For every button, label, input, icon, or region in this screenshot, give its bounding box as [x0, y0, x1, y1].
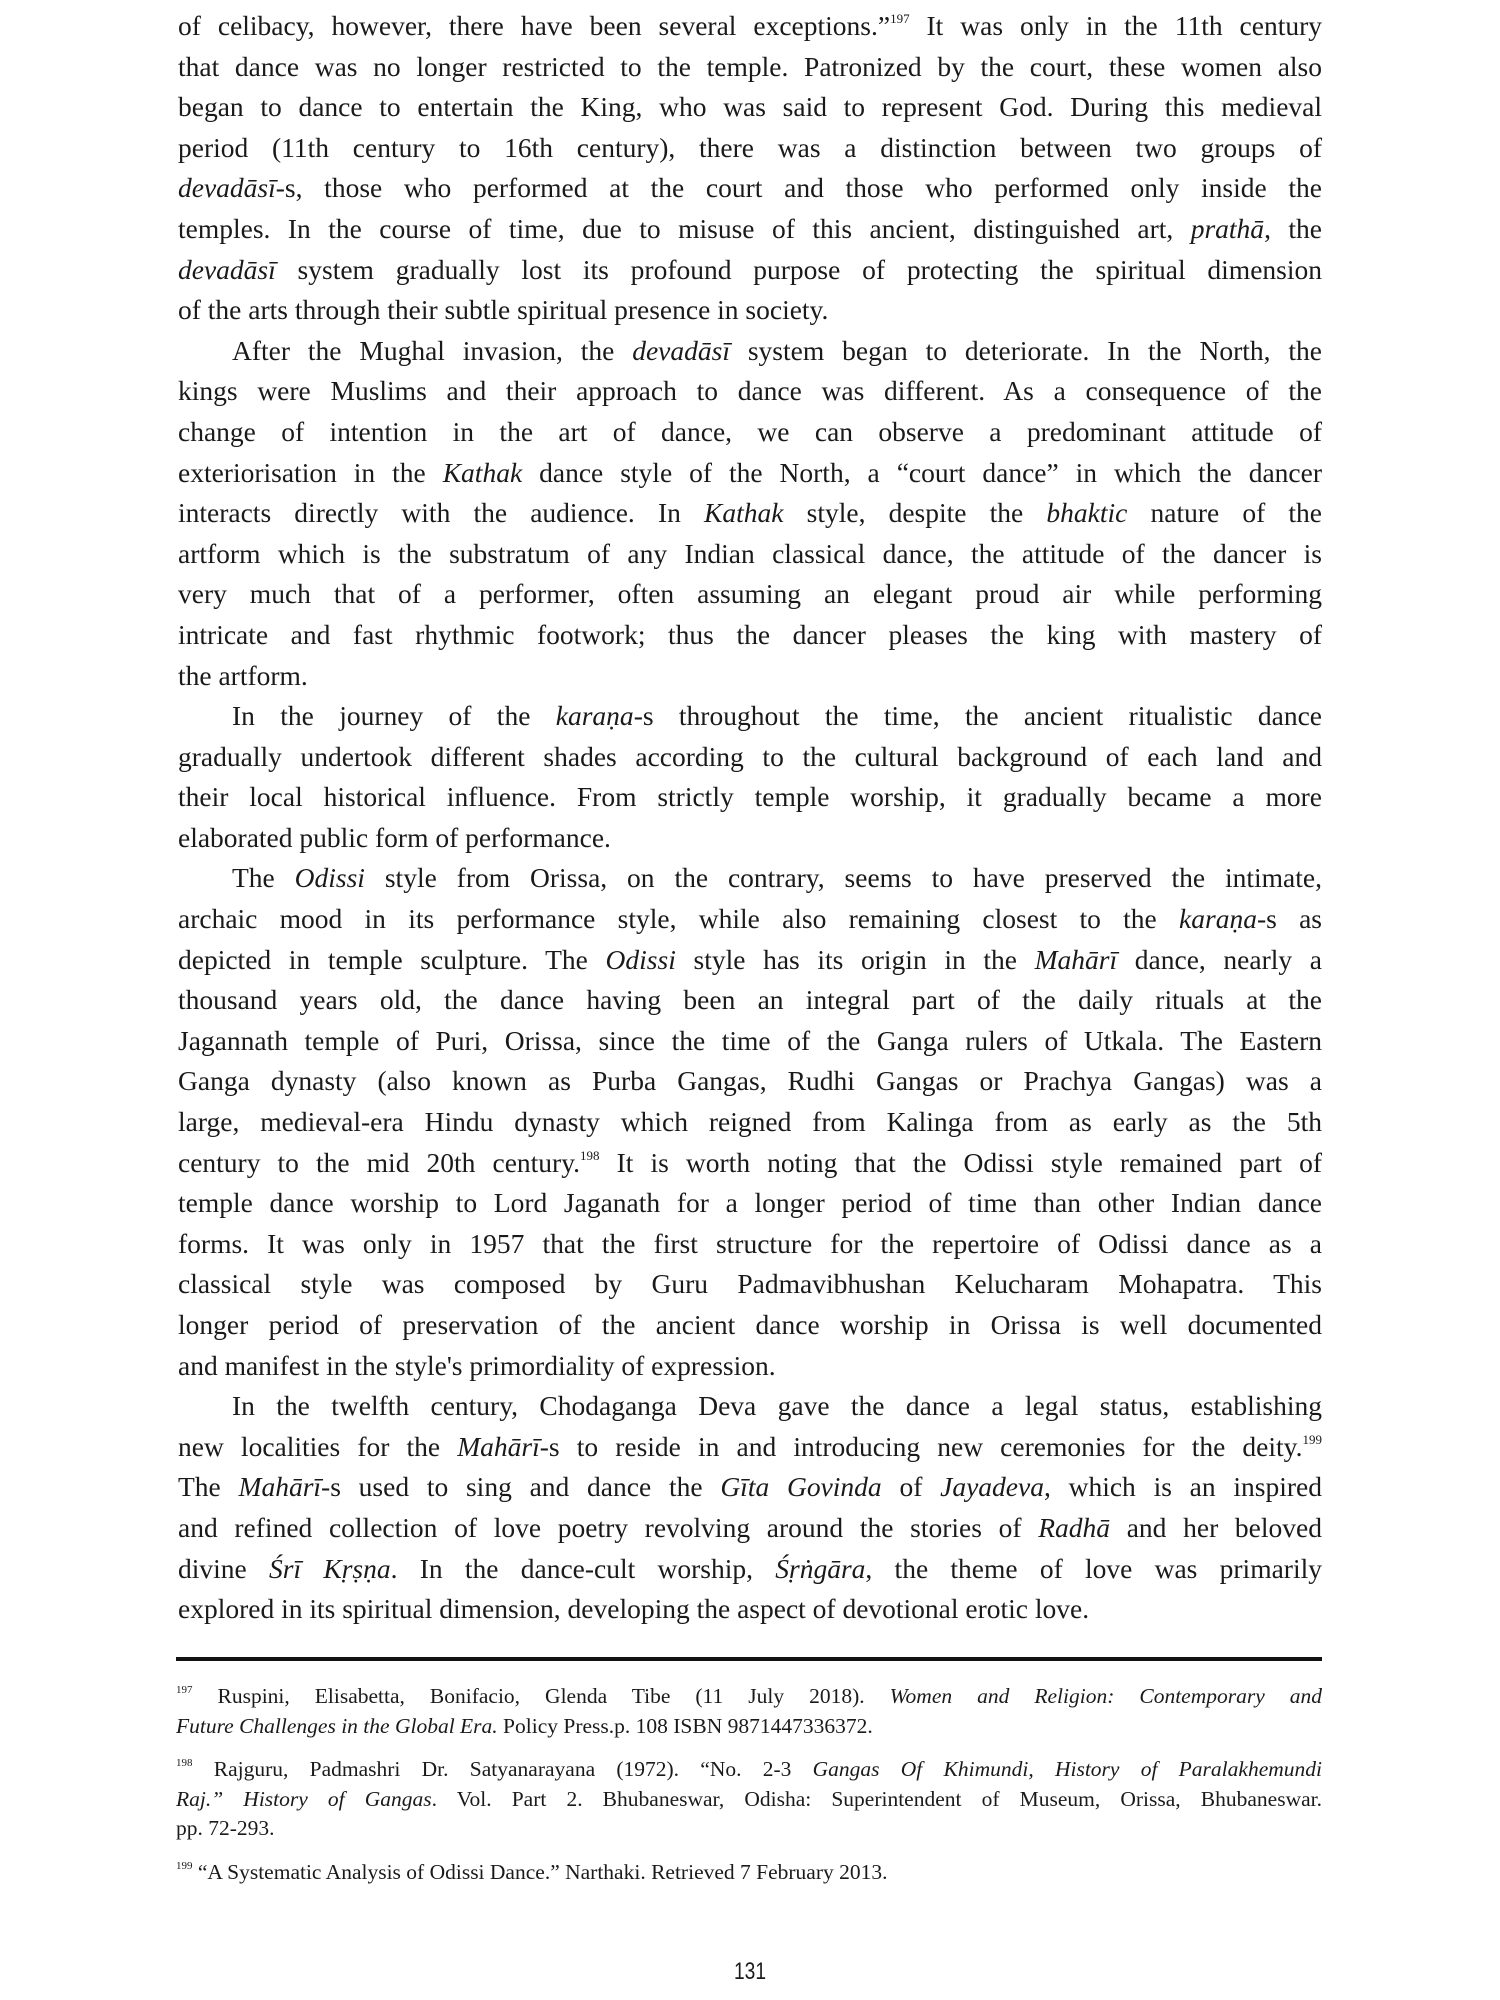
text-run: The	[232, 862, 295, 894]
italic-text: Future Challenges in the Global Era.	[176, 1713, 498, 1738]
paragraph	[178, 6, 1322, 331]
text-line	[178, 777, 1322, 818]
text-line	[178, 209, 1322, 250]
text-line	[178, 1224, 1322, 1265]
footnote-divider	[176, 1657, 1322, 1661]
text-line	[176, 1858, 1322, 1888]
text-line	[178, 1427, 1322, 1468]
text-line	[178, 128, 1322, 169]
text-line	[178, 453, 1322, 494]
text-run: -s to reside in and introducing new ceremonies for the deity.	[539, 1430, 1303, 1462]
text-run: . Vol. Part 2. Bhubaneswar, Odisha: Superintendent of Museum, Orissa, Bhubaneswar.	[431, 1786, 1322, 1811]
text-run: depicted in temple sculpture. The	[178, 943, 606, 975]
text-run: the artform.	[178, 659, 308, 691]
italic-text: devadāsī	[178, 172, 276, 204]
text-run: Ruspini, Elisabetta, Bonifacio, Glenda Tibe (11 July 2018).	[192, 1684, 890, 1708]
text-run: interacts directly with the audience. In	[178, 497, 705, 529]
text-run: explored in its spiritual dimension, developing the aspect of devotional erotic love.	[178, 1593, 1090, 1625]
italic-text: Kathak	[704, 497, 784, 529]
text-line	[178, 980, 1322, 1021]
text-line	[178, 858, 1322, 899]
text-line	[178, 574, 1322, 615]
italic-text: karaṇa	[555, 700, 634, 732]
text-run: longer period of preservation of the ancient dance worship in Orissa is well documented	[178, 1309, 1322, 1340]
text-run: temples. In the course of time, due to misuse of this ancient, distinguished art,	[178, 212, 1191, 244]
text-run: . In the dance-cult worship,	[390, 1552, 776, 1584]
footnotes	[176, 1682, 1322, 1901]
text-line	[178, 1143, 1322, 1184]
text-run: gradually undertook different shades according to the cultural background of each land and	[178, 740, 1322, 772]
text-run: that dance was no longer restricted to the temple. Patronized by the court, these women also	[178, 50, 1322, 82]
text-run: system began to deteriorate. In the North, the	[729, 334, 1323, 366]
text-line	[176, 1785, 1322, 1815]
text-line	[178, 737, 1322, 778]
text-line	[178, 534, 1322, 575]
italic-text: Jayadeva	[940, 1471, 1044, 1503]
text-line	[178, 1549, 1322, 1590]
text-line	[178, 1061, 1322, 1102]
footnote	[176, 1858, 1322, 1888]
text-line	[176, 1712, 1322, 1742]
text-run: nature of the	[1127, 497, 1323, 529]
text-line	[178, 331, 1322, 372]
footnote-reference: 198	[580, 1147, 600, 1163]
text-run: , the theme of love was primarily	[865, 1552, 1322, 1584]
text-line	[178, 1021, 1322, 1062]
italic-text: Gangas Of Khimundi, History of Paralakhemundi	[812, 1757, 1322, 1781]
text-run: Rajguru, Padmashri Dr. Satyanarayana (1972). “No. 2-3	[192, 1757, 813, 1781]
italic-text: Raj.” History of Gangas	[176, 1786, 432, 1811]
text-run: period (11th century to 16th century), there was a distinction between two groups of	[178, 131, 1322, 163]
footnote-reference: 199	[176, 1859, 193, 1872]
text-run: forms. It was only in 1957 that the first structure for the repertoire of Odissi dance as a	[178, 1227, 1322, 1259]
italic-text: bhaktic	[1046, 497, 1128, 529]
text-line	[178, 168, 1322, 209]
text-run: Policy Press.p. 108 ISBN 9871447336372.	[497, 1713, 873, 1738]
text-run: their local historical influence. From strictly temple worship, it gradually became a more	[178, 781, 1322, 813]
italic-text: devadāsī	[632, 334, 730, 366]
text-line	[178, 615, 1322, 656]
text-run: exteriorisation in the	[178, 456, 443, 488]
text-run: large, medieval-era Hindu dynasty which reigned from Kalinga from as early as the 5th	[178, 1106, 1322, 1138]
text-run: , the	[1264, 212, 1322, 244]
text-line	[178, 1508, 1322, 1549]
italic-text: prathā	[1190, 212, 1265, 244]
text-run: thousand years old, the dance having been an integral part of the daily rituals at the	[178, 984, 1322, 1016]
footnote	[176, 1682, 1322, 1741]
italic-text: Gīta Govinda	[720, 1471, 882, 1503]
text-run: and her beloved	[1110, 1511, 1322, 1543]
text-run: and refined collection of love poetry revolving around the stories of	[178, 1511, 1039, 1543]
text-run: style has its origin in the	[675, 943, 1035, 975]
footnote-reference: 197	[176, 1684, 193, 1696]
text-run: archaic mood in its performance style, while also remaining closest to the	[178, 903, 1180, 935]
text-line	[176, 1682, 1322, 1712]
text-run: Ganga dynasty (also known as Purba Gangas, Rudhi Gangas or Prachya Gangas) was a	[178, 1065, 1322, 1097]
text-run: kings were Muslims and their approach to dance was different. As a consequence of the	[178, 375, 1322, 407]
text-line	[178, 1183, 1322, 1224]
footnote-reference: 198	[176, 1757, 193, 1769]
italic-text: Mahārī	[238, 1471, 322, 1503]
text-run: divine	[178, 1552, 269, 1584]
text-run: new localities for the	[178, 1430, 458, 1462]
italic-text: devadāsī	[178, 253, 276, 285]
text-line	[178, 656, 1322, 697]
text-line	[178, 1264, 1322, 1305]
text-run: dance, nearly a	[1117, 943, 1322, 975]
text-run: Jagannath temple of Puri, Orissa, since the time of the Ganga rulers of Utkala. The Eastern	[178, 1024, 1322, 1056]
text-run: -s used to sing and dance the	[321, 1471, 721, 1503]
text-line	[178, 696, 1322, 737]
text-run: “A Systematic Analysis of Odissi Dance.” Narthaki. Retrieved 7 February 2013.	[192, 1859, 888, 1884]
text-line	[178, 818, 1322, 859]
body-text	[178, 6, 1322, 1630]
text-line	[178, 412, 1322, 453]
footnote-reference: 199	[1302, 1431, 1322, 1447]
text-run: century to the mid 20th century.	[178, 1146, 581, 1178]
text-line	[178, 1467, 1322, 1508]
text-run: -s throughout the time, the ancient ritualistic dance	[633, 700, 1323, 732]
text-run: In the journey of the	[232, 700, 556, 732]
italic-text: Odissi	[605, 943, 676, 975]
footnote	[176, 1755, 1322, 1844]
text-line	[178, 1305, 1322, 1346]
italic-text: Kathak	[442, 456, 523, 488]
text-run: , which is an inspired	[1043, 1471, 1322, 1503]
text-run: temple dance worship to Lord Jaganath for a longer period of time than other Indian dance	[178, 1187, 1322, 1219]
text-line	[178, 1346, 1322, 1387]
text-line	[178, 371, 1322, 412]
footnote-reference: 197	[890, 11, 910, 26]
text-run: classical style was composed by Guru Padmavibhushan Kelucharam Mohapatra. This	[178, 1268, 1322, 1300]
text-run: -s, those who performed at the court and those who performed only inside the	[275, 172, 1322, 204]
text-line	[178, 6, 1322, 47]
text-line	[178, 1102, 1322, 1143]
text-line	[178, 290, 1322, 331]
text-line	[178, 1589, 1322, 1630]
text-run: very much that of a performer, often assuming an elegant proud air while performing	[178, 578, 1322, 610]
text-line	[178, 940, 1322, 981]
text-run: -s as	[1256, 903, 1322, 935]
text-run: It was only in the 11th century	[909, 10, 1322, 41]
text-line	[178, 47, 1322, 88]
text-line	[176, 1755, 1322, 1785]
paragraph	[178, 858, 1322, 1386]
italic-text: Śrī Kṛṣṇa	[269, 1552, 391, 1584]
text-line	[178, 1386, 1322, 1427]
text-run: intricate and fast rhythmic footwork; thus the dancer pleases the king with mastery of	[178, 618, 1322, 650]
text-run: style, despite the	[783, 497, 1047, 529]
text-line	[178, 87, 1322, 128]
text-run: It is worth noting that the Odissi style remained part of	[599, 1146, 1322, 1178]
text-line	[178, 493, 1322, 534]
italic-text: Women and Religion: Contemporary and	[889, 1684, 1323, 1708]
italic-text: Śṛṅgāra	[775, 1552, 866, 1584]
italic-text: karaṇa	[1179, 903, 1257, 935]
text-run: dance style of the North, a “court dance” in which the dancer	[522, 456, 1322, 488]
text-run: system gradually lost its profound purpose of protecting the spiritual dimension	[275, 253, 1322, 285]
paragraph	[178, 696, 1322, 858]
italic-text: Mahārī	[1034, 943, 1118, 975]
text-line	[176, 1814, 1322, 1844]
text-run: The	[178, 1471, 239, 1503]
text-run: pp. 72-293.	[176, 1816, 275, 1840]
text-run: and manifest in the style's primordiality of expression.	[178, 1349, 776, 1381]
italic-text: Odissi	[294, 862, 365, 894]
text-run: elaborated public form of performance.	[178, 821, 611, 853]
text-run: After the Mughal invasion, the	[232, 334, 633, 366]
text-run: of celibacy, however, there have been several exceptions.”	[178, 10, 891, 41]
text-run: artform which is the substratum of any Indian classical dance, the attitude of the dancer is	[178, 537, 1322, 569]
text-run: of the arts through their subtle spiritual presence in society.	[178, 294, 829, 326]
text-run: change of intention in the art of dance, we can observe a predominant attitude of	[178, 415, 1322, 447]
text-run: In the twelfth century, Chodaganga Deva gave the dance a legal status, establishing	[232, 1390, 1322, 1422]
text-run: of	[881, 1471, 941, 1503]
paragraph	[178, 1386, 1322, 1630]
text-line	[178, 899, 1322, 940]
text-run: began to dance to entertain the King, who was said to represent God. During this medieval	[178, 91, 1322, 123]
text-line	[178, 250, 1322, 291]
paragraph	[178, 331, 1322, 696]
italic-text: Mahārī	[457, 1430, 540, 1462]
italic-text: Radhā	[1038, 1511, 1111, 1543]
page-number: 131	[733, 1958, 767, 1985]
text-run: style from Orissa, on the contrary, seems to have preserved the intimate,	[364, 862, 1322, 894]
